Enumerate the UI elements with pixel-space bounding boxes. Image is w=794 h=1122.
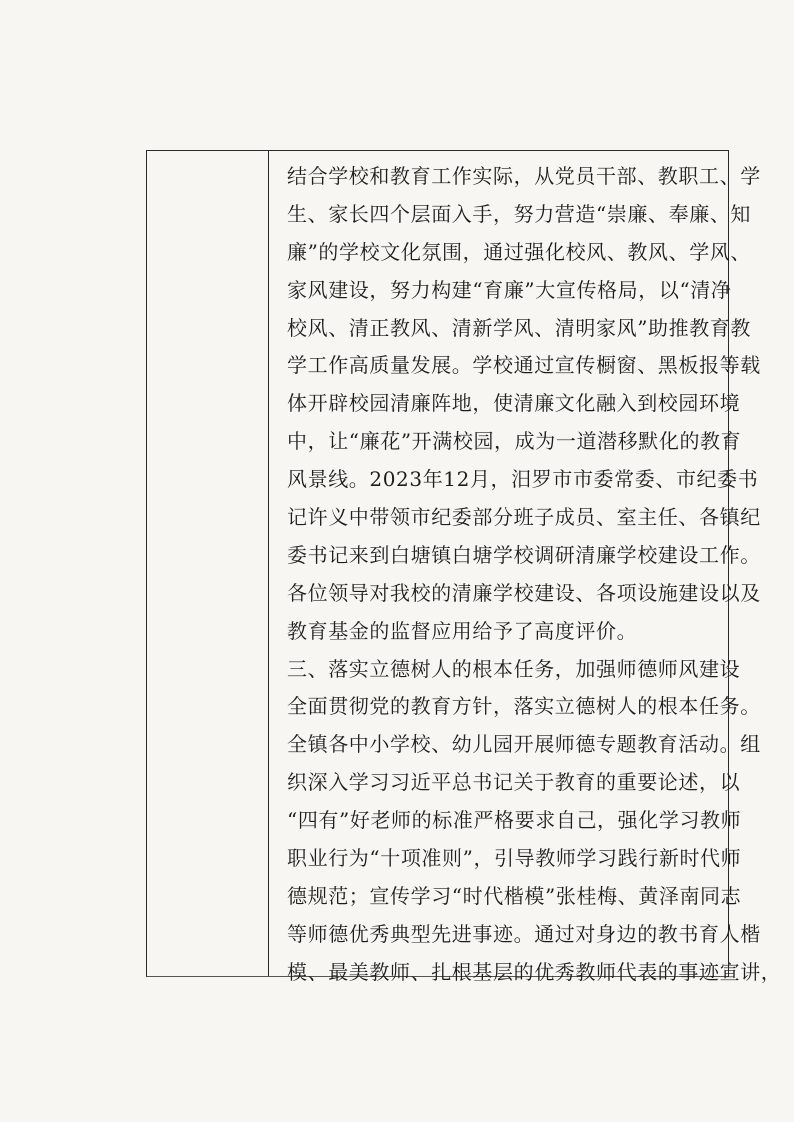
section-heading: 三、落实立德树人的根本任务，加强师德师风建设 (287, 656, 741, 681)
text-line: 织深入学习习近平总书记关于教育的重要论述，以 (287, 770, 741, 795)
document-table (146, 150, 782, 984)
table-content-cell (269, 151, 782, 984)
text-line: 廉”的学校文化氛围，通过强化校风、教风、学风、 (287, 239, 752, 264)
text-line: 学工作高质量发展。学校通过宣传橱窗、黑板报等载 (287, 353, 761, 378)
text-line: 体开辟校园清廉阵地，使清廉文化融入到校园环境 (287, 391, 741, 416)
text-line: 全面贯彻党的教育方针，落实立德树人的根本任务。 (287, 694, 761, 719)
text-line: 各位领导对我校的清廉学校建设、各项设施建设以及 (287, 580, 761, 605)
text-line: 结合学校和教育工作实际，从党员干部、教职工、学 (287, 164, 761, 188)
table-label-cell (147, 151, 269, 976)
text-line: 委书记来到白塘镇白塘学校调研清廉学校建设工作。 (287, 542, 761, 567)
text-line: “四有”好老师的标准严格要求自己，强化学习教师 (287, 808, 742, 833)
text-line: 风景线。2023年12月，汨罗市市委常委、市纪委书 (287, 467, 759, 492)
text-line: 全镇各中小学校、幼儿园开展师德专题教育活动。组 (287, 732, 761, 757)
text-line: 中，让“廉花”开满校园，成为一道潜移默化的教育 (287, 429, 742, 454)
text-line: 校风、清正教风、清新学风、清明家风”助推教育教 (287, 315, 752, 340)
text-line: 记许义中带领市纪委部分班子成员、室主任、各镇纪 (287, 505, 761, 530)
text-line: 等师德优秀典型先进事迹。通过对身边的教书育人楷 (287, 921, 761, 946)
text-line: 德规范；宣传学习“时代楷模”张桂梅、黄泽南同志 (287, 883, 742, 908)
text-line: 生、家长四个层面入手，努力营造“崇廉、奉廉、知 (287, 201, 752, 226)
text-line: 教育基金的监督应用给予了高度评价。 (287, 618, 638, 643)
text-line: 职业行为“十项准则”，引导教师学习践行新时代师 (287, 846, 742, 871)
text-line: 家风建设，努力构建“育廉”大宣传格局，以“清净 (287, 277, 732, 302)
text-line: 模、最美教师、扎根基层的优秀教师代表的事迹宣讲， (287, 959, 782, 984)
